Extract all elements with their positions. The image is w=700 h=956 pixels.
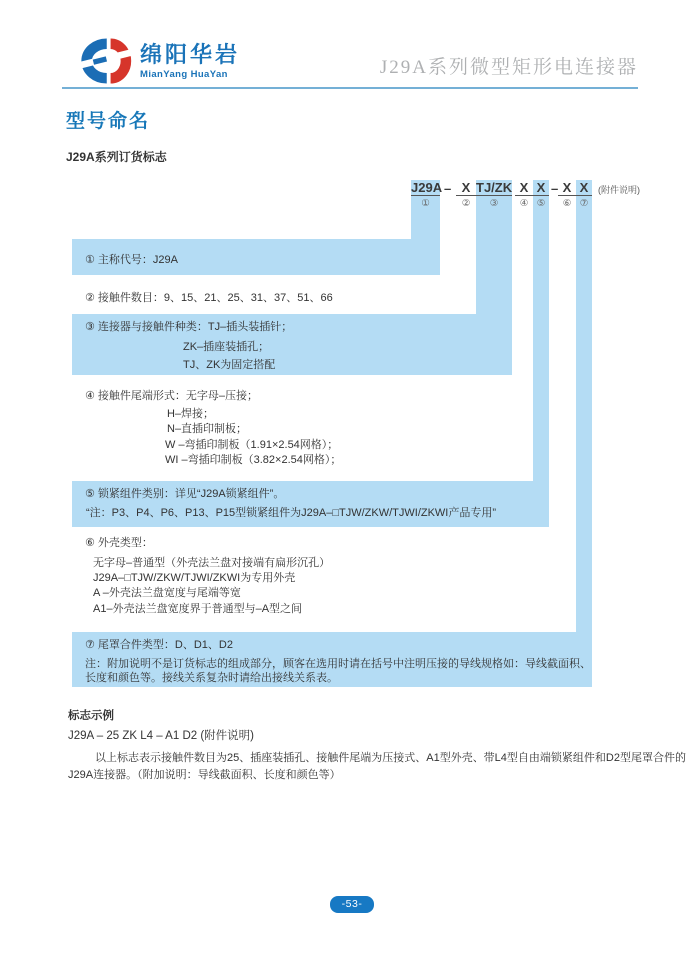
example-code: J29A – 25 ZK L4 – A1 D2 (附件说明)	[68, 730, 254, 742]
code-segment-number-6: ⑥	[562, 198, 572, 209]
item-row-7-line-3: 长度和颜色等。接线关系复杂时请给出接线关系表。	[85, 672, 338, 684]
code-segment-number-1: ①	[421, 198, 430, 209]
ordering-mark-subtitle: J29A系列订货标志	[66, 150, 167, 164]
example-description-line2: J29A连接器。（附加说明：导线截面积、长度和颜色等）	[68, 769, 341, 781]
logo-text	[140, 43, 240, 80]
code-segment-number-3: ③	[489, 198, 499, 209]
item-row-6-line-4: A –外壳法兰盘宽度与尾端等宽	[93, 587, 241, 599]
item-row-4-line-4: W –弯插印制板（1.91×2.54网格）；	[165, 439, 339, 451]
item-row-4-line-1: ④ 接触件尾端形式：无字母–压接；	[85, 390, 259, 402]
code-segment-label-3: TJ/ZK	[476, 180, 513, 195]
logo-text-cn: 绵阳华岩	[140, 41, 241, 67]
item-row-6-line-3: J29A–□TJW/ZKW/TJWI/ZKWI为专用外壳	[93, 572, 296, 584]
code-suffix-note: (附件说明)	[598, 185, 640, 195]
example-description-line1: 以上标志表示接触件数目为25、插座装插孔、接触件尾端为压接式、A1型外壳、带L4型自由端锁紧组件和D2型尾罩合件的	[95, 752, 686, 764]
logo-text-en: MianYang HuaYan	[140, 68, 228, 80]
stair-column-5	[533, 180, 549, 527]
item-row-6-line-1: ⑥ 外壳类型：	[85, 537, 153, 549]
code-segment-label-7: X	[576, 180, 592, 196]
item-row-6-line-2: 无字母–普通型（外壳法兰盘对接端有扁形沉孔）	[93, 557, 331, 569]
code-segment-number-7: ⑦	[579, 198, 589, 209]
item-row-7-line-2: 注：附加说明不是订货标志的组成部分，顾客在选用时请在括号中注明压接的导线规格如：导线截面积、	[85, 658, 591, 670]
code-segment-number-5: ⑤	[536, 198, 546, 209]
code-segment-label-4: X	[515, 180, 533, 196]
item-row-7-line-1: ⑦ 尾罩合件类型：D、D1、D2	[85, 639, 233, 651]
item-row-4-line-5: WI –弯插印制板（3.82×2.54网格）；	[165, 454, 342, 466]
code-segment-number-2: ②	[461, 198, 471, 209]
item-row-3-line-2: ZK–插座装插孔；	[183, 341, 270, 353]
code-segment-label-2: X	[456, 180, 476, 196]
item-row-1-line-1: ① 主称代号：J29A	[85, 254, 178, 266]
item-row-5-line-1: ⑤ 锁紧组件类别：详见“J29A锁紧组件”。	[85, 488, 285, 500]
company-logo	[70, 38, 240, 84]
document-title: J29A系列微型矩形电连接器	[379, 57, 638, 78]
item-row-5-line-2: “注：P3、P4、P6、P13、P15型锁紧组件为J29A–□TJW/ZKW/TJWI/ZKWI产品专用”	[86, 507, 497, 519]
code-segment-number-4: ④	[519, 198, 529, 209]
item-row-6-line-5: A1–外壳法兰盘宽度界于普通型与–A型之间	[93, 603, 303, 615]
code-segment-label-1: J29A	[411, 180, 443, 195]
item-row-3-line-1: ③ 连接器与接触件种类：TJ–插头装插针；	[85, 321, 293, 333]
stair-column-7	[576, 180, 592, 687]
section-title: 型号命名	[66, 111, 151, 132]
code-dash-1: –	[444, 181, 452, 196]
code-dash-2: –	[551, 181, 559, 196]
item-row-2-line-1: ② 接触件数目：9、15、21、25、31、37、51、66	[85, 292, 333, 304]
code-segment-label-5: X	[533, 180, 549, 196]
company-logo-icon	[70, 38, 132, 84]
header-divider	[62, 87, 638, 89]
item-row-3-line-3: TJ、ZK为固定搭配	[183, 359, 276, 371]
example-title: 标志示例	[68, 710, 114, 722]
code-segment-label-6: X	[558, 180, 576, 196]
item-row-4-line-2: H–焊接；	[167, 408, 215, 420]
page-number-badge: -53-	[330, 896, 374, 913]
item-row-4-line-3: N–直插印制板；	[167, 423, 248, 435]
